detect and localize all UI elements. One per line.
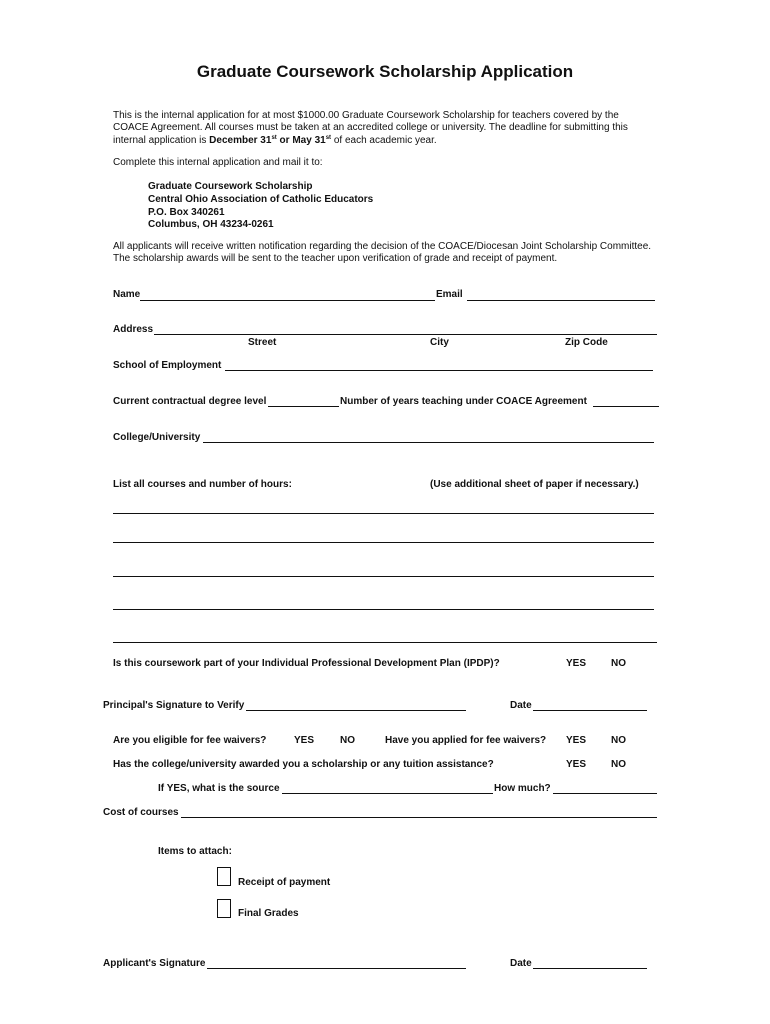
address-label: Address <box>113 324 154 335</box>
ipdp-no-option[interactable]: NO <box>611 658 626 669</box>
notification-paragraph: All applicants will receive written notification regarding the decision of the COACE/Diocesan Joint Scholarship Committee. The scholarship awards will be sent to the teacher upon verification of grade and receipt of payment. <box>113 241 652 265</box>
course-line-1[interactable] <box>113 513 654 514</box>
source-input-line[interactable] <box>282 793 493 794</box>
ipdp-question: Is this coursework part of your Individual Professional Development Plan (IPDP)? <box>113 658 500 669</box>
cost-input-line[interactable] <box>181 817 657 818</box>
email-label: Email <box>436 289 463 300</box>
address-line-3: P.O. Box 340261 <box>148 206 225 218</box>
cost-label: Cost of courses <box>103 807 179 818</box>
street-sublabel: Street <box>248 337 277 348</box>
additional-sheet-note: (Use additional sheet of paper if necessary.) <box>430 479 639 490</box>
intro-text: This is the internal application for at most $1000.00 Graduate Coursework Scholarship for teachers covered by the COACE Agreement. All courses must be taken at an accredited college or university. The deadline for submitting this internal application is <box>113 110 628 146</box>
degree-input-line[interactable] <box>268 406 339 407</box>
deadline-or: or <box>276 134 293 146</box>
ipdp-yes-option[interactable]: YES <box>566 658 587 669</box>
applied-yes-option[interactable]: YES <box>566 735 587 746</box>
applicant-date-label: Date <box>510 958 532 969</box>
awarded-yes-option[interactable]: YES <box>566 759 587 770</box>
course-line-4[interactable] <box>113 609 654 610</box>
grades-checkbox[interactable] <box>217 899 231 918</box>
principal-date-label: Date <box>510 700 532 711</box>
awarded-question: Has the college/university awarded you a scholarship or any tuition assistance? <box>113 759 494 770</box>
receipt-label: Receipt of payment <box>238 877 331 888</box>
courses-label: List all courses and number of hours: <box>113 479 292 490</box>
zip-sublabel: Zip Code <box>565 337 608 348</box>
source-label: If YES, what is the source <box>158 783 280 794</box>
address-input-line[interactable] <box>154 334 657 335</box>
principal-date-line[interactable] <box>533 710 647 711</box>
address-line-1: Graduate Coursework Scholarship <box>148 181 313 192</box>
school-input-line[interactable] <box>225 370 653 371</box>
college-label: College/University <box>113 432 201 443</box>
principal-signature-line[interactable] <box>246 710 466 711</box>
form-title: Graduate Coursework Scholarship Application <box>196 62 574 81</box>
college-input-line[interactable] <box>203 442 654 443</box>
applicant-signature-line[interactable] <box>207 968 466 969</box>
items-to-attach-label: Items to attach: <box>158 846 232 857</box>
degree-label: Current contractual degree level <box>113 396 267 407</box>
course-line-2[interactable] <box>113 542 654 543</box>
years-input-line[interactable] <box>593 406 659 407</box>
applicant-date-line[interactable] <box>533 968 647 969</box>
awarded-no-option[interactable]: NO <box>611 759 626 770</box>
receipt-checkbox[interactable] <box>217 867 231 886</box>
school-label: School of Employment <box>113 360 222 371</box>
email-input-line[interactable] <box>467 300 655 301</box>
deadline-date-2: May 31st <box>292 134 332 146</box>
how-much-label: How much? <box>494 783 551 794</box>
fee-waiver-no-option[interactable]: NO <box>340 735 355 746</box>
course-line-3[interactable] <box>113 576 654 577</box>
grades-label: Final Grades <box>238 908 299 919</box>
applied-waiver-question: Have you applied for fee waivers? <box>385 735 547 746</box>
address-line-2: Central Ohio Association of Catholic Educators <box>148 193 374 205</box>
intro-text-end: of each academic year. <box>331 134 437 146</box>
city-sublabel: City <box>430 337 449 348</box>
fee-waiver-question: Are you eligible for fee waivers? <box>113 735 267 746</box>
deadline-date-1: December 31st <box>209 134 277 146</box>
how-much-input-line[interactable] <box>553 793 657 794</box>
principal-signature-label: Principal's Signature to Verify <box>103 700 245 711</box>
complete-instruction: Complete this internal application and mail it to: <box>113 157 323 168</box>
mailing-address <box>148 181 373 232</box>
name-label: Name <box>113 289 141 300</box>
applied-no-option[interactable]: NO <box>611 735 626 746</box>
address-line-4: Columbus, OH 43234-0261 <box>148 219 274 231</box>
course-line-5[interactable] <box>113 642 657 643</box>
applicant-signature-label: Applicant's Signature <box>103 958 206 969</box>
years-label: Number of years teaching under COACE Agreement <box>340 396 587 407</box>
fee-waiver-yes-option[interactable]: YES <box>294 735 315 746</box>
intro-paragraph <box>113 110 648 147</box>
name-input-line[interactable] <box>140 300 435 301</box>
